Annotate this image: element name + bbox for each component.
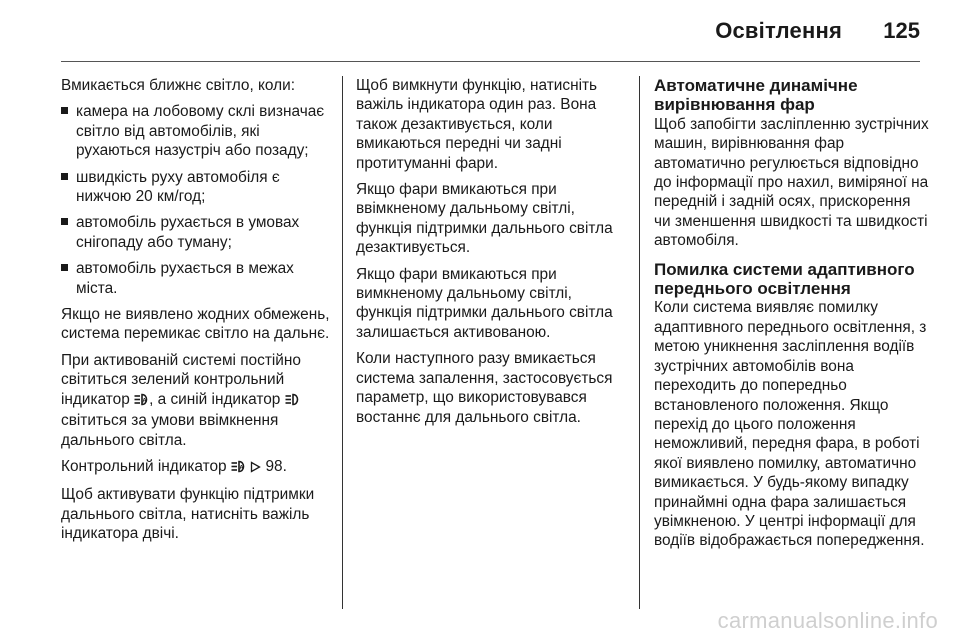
list-item: камера на лобовому склі визначає світло від автомобілів, які рухаються назустріч або позаду;	[61, 102, 331, 160]
page-title: Освітлення	[715, 18, 842, 43]
paragraph: Контрольний індикатор A 98.	[61, 457, 331, 478]
paragraph: Якщо фари вмикаються при ввімкненому дальньому світлі, функція підтримки дальнього світла дезактивується.	[356, 181, 613, 257]
bullet-icon	[61, 264, 68, 271]
bullet-icon	[61, 173, 68, 180]
bullet-icon	[61, 107, 68, 114]
high-beam-assist-icon	[134, 392, 149, 411]
paragraph: Якщо фари вмикаються при вимкненому дальньому світлі, функція підтримки дальнього світла залишається активованою.	[356, 265, 613, 341]
paragraph: Коли система виявляє помилку адаптивного переднього освітлення, з метою уникнення засліплення водіїв зустрічних автомобілів вона переходить до попередньо встановленого положення. Якщо перехід до цього положення неможливий, передня фара, в роботі якої виявлено помилку, автоматично вимикається. У будь-якому випадку принаймні одна фара залишається увімкненою. У центрі інформації для водіїв відображається попередження.	[654, 299, 927, 550]
page-header	[0, 0, 960, 60]
page-number: 125	[883, 18, 920, 43]
paragraph: Коли наступного разу вмикається система запалення, застосовується параметр, що використовувався востаннє для дальнього світла.	[356, 350, 613, 426]
paragraph: Щоб запобігти засліпленню зустрічних машин, вирівнювання фар автоматично регулюється відповідно до інформації про нахил, виміряної на передній і задній осях, прискорення чи зменшення швидкості та швидкості автомобіля.	[654, 115, 929, 250]
intro-text: Вмикається ближнє світло, коли:	[61, 77, 296, 94]
condition-list	[61, 102, 331, 298]
svg-text:A: A	[142, 397, 147, 404]
paragraph: При активованій системі постійно світиться зелений контрольний індикатор A , а синій індикатор світиться за умови ввімкнення дальнього світла.	[61, 351, 301, 449]
page-reference[interactable]: 98.	[265, 457, 287, 475]
high-beam-icon	[285, 392, 300, 411]
list-item: автомобіль рухається в межах міста.	[61, 259, 331, 298]
high-beam-assist-icon	[231, 459, 246, 478]
paragraph: Щоб активувати функцію підтримки дальнього світла, натисніть важіль індикатора двічі.	[61, 486, 315, 543]
svg-text:A: A	[239, 465, 244, 472]
section-heading: Помилка системи адаптивного переднього освітлення	[654, 259, 915, 299]
header-rule	[61, 61, 920, 62]
list-item: автомобіль рухається в умовах снігопаду або туману;	[61, 213, 331, 252]
watermark: carmanualsonline.info	[717, 608, 938, 633]
column-divider-1	[342, 76, 343, 609]
paragraph: Щоб вимкнути функцію, натисніть важіль індикатора один раз. Вона також дезактивується, коли вмикаються передні чи задні протитуманні фари.	[356, 77, 598, 172]
page-reference-arrow-icon[interactable]	[250, 459, 261, 478]
column-2	[356, 76, 628, 434]
list-item: швидкість руху автомобіля є нижчою 20 км/год;	[61, 168, 331, 207]
column-divider-2	[639, 76, 640, 609]
paragraph: Якщо не виявлено жодних обмежень, система перемикає світло на дальнє.	[61, 306, 330, 343]
section-heading: Автоматичне динамічне вирівнювання фар	[654, 76, 858, 115]
column-3	[654, 76, 929, 558]
column-1	[61, 76, 331, 551]
bullet-icon	[61, 218, 68, 225]
